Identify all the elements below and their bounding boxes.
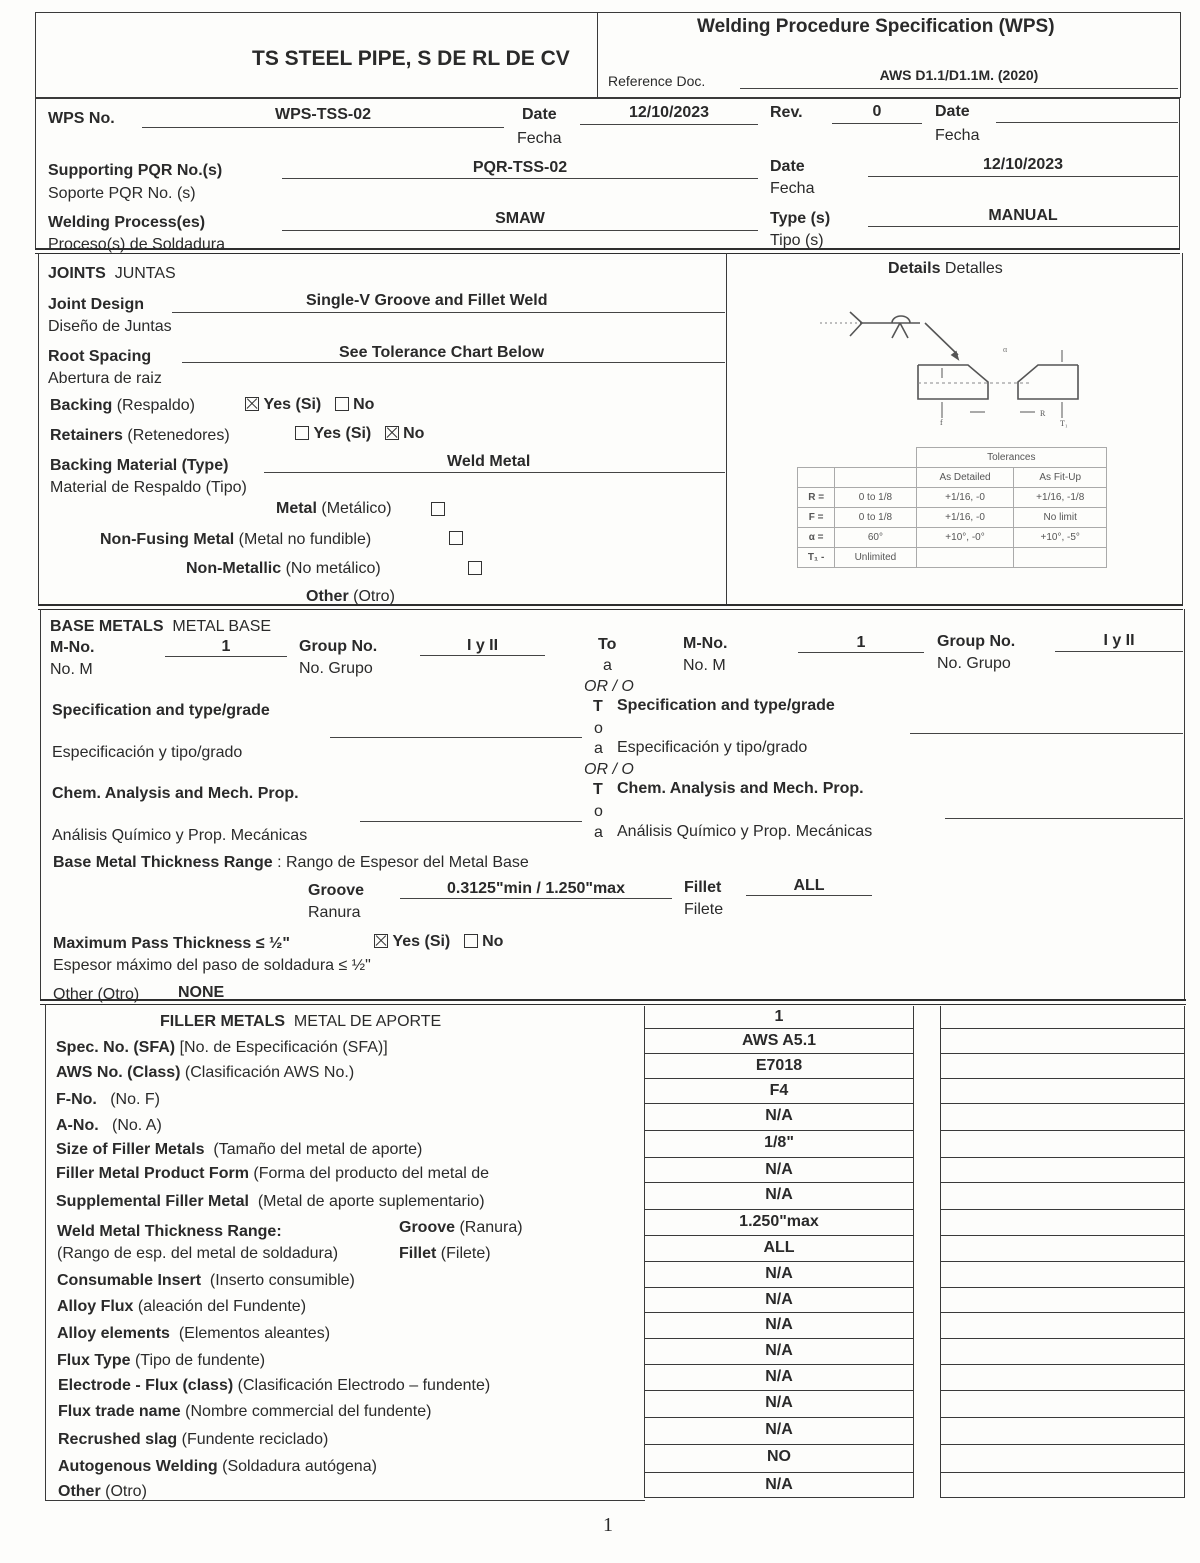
filler-label-en: Spec. No. (SFA) bbox=[56, 1039, 176, 1056]
filler-label bbox=[56, 1117, 162, 1135]
filler-label-en: Filler Metal Product Form bbox=[56, 1165, 249, 1182]
tol-nominal: 0 to 1/8 bbox=[835, 488, 916, 508]
weld-thickness-groove bbox=[399, 1219, 523, 1237]
nonmetallic-label-es: (No metálico) bbox=[285, 560, 381, 577]
to-label: To bbox=[598, 636, 617, 653]
type-underline bbox=[868, 226, 1178, 227]
filler-value[interactable]: AWS A5.1 bbox=[644, 1029, 914, 1054]
joints-bottom-rule bbox=[38, 604, 1183, 610]
rev-date-label: Date bbox=[935, 103, 970, 120]
group2-value[interactable]: I y II bbox=[1103, 632, 1135, 649]
tol-sym: T₁ - bbox=[798, 548, 835, 568]
metal-checkbox[interactable] bbox=[431, 502, 445, 516]
chem2-label-es: Análisis Químico y Prop. Mecánicas bbox=[617, 823, 873, 840]
filler-label bbox=[56, 1165, 489, 1183]
backing-label-es: (Respaldo) bbox=[116, 397, 195, 414]
chem-underline bbox=[360, 821, 582, 822]
o-letter-2: o bbox=[594, 803, 603, 820]
filler-value[interactable]: 1/8" bbox=[644, 1131, 914, 1158]
ident-bottom-rule bbox=[35, 248, 1180, 254]
svg-text:T₁: T₁ bbox=[1060, 419, 1068, 428]
backing-yes-checkbox[interactable] bbox=[245, 397, 259, 411]
thickness-label: Base Metal Thickness Range bbox=[53, 854, 273, 871]
retainers-no-checkbox[interactable] bbox=[385, 426, 399, 440]
wps-no-label: WPS No. bbox=[48, 110, 115, 127]
backing-no-checkbox[interactable] bbox=[335, 397, 349, 411]
filler-value[interactable]: 1.250"max bbox=[644, 1210, 914, 1236]
details-heading-en: Details bbox=[888, 260, 941, 277]
pqr-date-label: Date bbox=[770, 158, 805, 175]
filler-label-es: (Clasificación Electrodo – fundente) bbox=[237, 1377, 491, 1394]
fillet-label: Fillet bbox=[684, 879, 722, 896]
filler-label bbox=[58, 1458, 377, 1476]
group2-label-es: No. Grupo bbox=[937, 655, 1011, 672]
other-backing-label: Other bbox=[306, 588, 349, 605]
backing-row bbox=[50, 397, 195, 415]
max-pass-yes-label: Yes (Si) bbox=[392, 933, 451, 950]
backing-material-underline bbox=[264, 472, 725, 473]
filler-label-es: (Nombre commercial del fundente) bbox=[185, 1403, 432, 1420]
filler-label bbox=[57, 1325, 330, 1343]
retainers-yes-label: Yes (Si) bbox=[313, 425, 372, 442]
filler-col2-cell[interactable] bbox=[940, 1365, 1185, 1391]
joints-details-divider bbox=[726, 253, 727, 605]
filler-label-en: Autogenous Welding bbox=[58, 1458, 218, 1475]
joints-heading-es: JUNTAS bbox=[114, 265, 176, 282]
chem2-underline bbox=[945, 818, 1183, 819]
filler-col2-cell[interactable] bbox=[940, 1236, 1185, 1262]
pqr-underline bbox=[282, 178, 758, 179]
mno2-underline bbox=[798, 652, 924, 653]
filler-label bbox=[56, 1064, 354, 1082]
mno2-value[interactable]: 1 bbox=[856, 634, 866, 651]
backing-yes-label: Yes (Si) bbox=[263, 396, 322, 413]
joints-left-border bbox=[38, 253, 39, 605]
filler-label bbox=[57, 1298, 306, 1316]
filler-heading-es: METAL DE APORTE bbox=[293, 1013, 442, 1030]
chem-label-es: Análisis Químico y Prop. Mecánicas bbox=[52, 827, 308, 844]
rev-label: Rev. bbox=[770, 104, 803, 121]
retainers-options bbox=[295, 425, 424, 443]
filler-col2-cell[interactable] bbox=[940, 1079, 1185, 1104]
joint-design-underline bbox=[172, 312, 725, 313]
fillet-label-es: Filete bbox=[684, 901, 724, 918]
retainers-label-es: (Retenedores) bbox=[127, 427, 230, 444]
filler-label-en: Flux Type bbox=[57, 1352, 131, 1369]
tol-detailed: +1/16, -0 bbox=[916, 508, 1014, 528]
filler-heading bbox=[160, 1013, 441, 1031]
wps-no-underline bbox=[142, 127, 504, 128]
nonmetallic-checkbox[interactable] bbox=[468, 561, 482, 575]
filler-label-es: (aleación del Fundente) bbox=[137, 1298, 307, 1315]
company-name: TS STEEL PIPE, S DE RL DE CV bbox=[252, 47, 570, 70]
group-label: Group No. bbox=[299, 638, 378, 655]
reference-doc-label: Reference Doc. bbox=[608, 73, 706, 89]
filler-col2-cell[interactable] bbox=[940, 1445, 1185, 1473]
base-left-border bbox=[40, 609, 41, 1001]
filler-col2-cell[interactable] bbox=[940, 1183, 1185, 1210]
filler-col2-header bbox=[940, 1006, 1185, 1029]
filler-label-es: (Tipo de fundente) bbox=[134, 1352, 266, 1369]
filler-label-en: AWS No. (Class) bbox=[56, 1064, 181, 1081]
reference-doc-value[interactable]: AWS D1.1/D1.1M. (2020) bbox=[879, 67, 1039, 83]
base-right-border bbox=[1184, 609, 1185, 1001]
filler-value[interactable]: N/A bbox=[644, 1158, 914, 1183]
group-underline bbox=[420, 655, 545, 656]
mno-value[interactable]: 1 bbox=[221, 638, 231, 655]
filler-heading-en: FILLER METALS bbox=[160, 1013, 286, 1030]
mno-label: M-No. bbox=[50, 639, 95, 656]
nonfusing-label-es: (Metal no fundible) bbox=[238, 531, 372, 548]
fillet-value[interactable]: ALL bbox=[793, 877, 825, 894]
filler-value[interactable]: N/A bbox=[644, 1339, 914, 1365]
type-value[interactable]: MANUAL bbox=[988, 207, 1058, 224]
thickness-heading bbox=[53, 854, 529, 872]
filler-col2-cell[interactable] bbox=[940, 1131, 1185, 1158]
svg-text:f: f bbox=[940, 418, 943, 427]
backing-material-label-es: Material de Respaldo (Tipo) bbox=[50, 479, 247, 496]
filler-label-en: Other bbox=[58, 1483, 101, 1500]
max-pass-no-checkbox[interactable] bbox=[464, 934, 478, 948]
tol-detailed: +10°, -0° bbox=[916, 528, 1014, 548]
tol-sym: F = bbox=[798, 508, 835, 528]
filler-value[interactable]: N/A bbox=[644, 1313, 914, 1339]
a-letter-2: a bbox=[594, 824, 603, 841]
filler-label bbox=[58, 1377, 490, 1395]
filler-col2-cell[interactable] bbox=[940, 1288, 1185, 1313]
tol-detailed: +1/16, -0 bbox=[916, 488, 1014, 508]
backing-material-label: Backing Material (Type) bbox=[50, 457, 229, 474]
o-letter-1: o bbox=[594, 720, 603, 737]
retainers-label: Retainers bbox=[50, 427, 123, 444]
tol-sym: α = bbox=[798, 528, 835, 548]
chem2-label: Chem. Analysis and Mech. Prop. bbox=[617, 780, 864, 797]
root-spacing-value[interactable]: See Tolerance Chart Below bbox=[339, 344, 545, 361]
filler-label-en: Consumable Insert bbox=[57, 1272, 202, 1289]
fecha-label: Fecha bbox=[517, 130, 562, 147]
filler-value[interactable]: N/A bbox=[644, 1473, 914, 1498]
max-pass-label-es: Espesor máximo del paso de soldadura ≤ ½" bbox=[53, 957, 371, 974]
groove-underline bbox=[400, 898, 672, 899]
tol-fitup: +1/16, -1/8 bbox=[1014, 488, 1107, 508]
filler-label bbox=[56, 1193, 485, 1211]
date-value[interactable]: 12/10/2023 bbox=[628, 104, 710, 121]
spec2-label: Specification and type/grade bbox=[617, 697, 835, 714]
group-value[interactable]: I y II bbox=[466, 637, 499, 654]
type-label-es: Tipo (s) bbox=[770, 232, 824, 249]
backing-label: Backing bbox=[50, 397, 113, 414]
t-letter-1: T bbox=[593, 698, 603, 715]
filler-label-en: Size of Filler Metals bbox=[56, 1141, 205, 1158]
filler-col2-cell[interactable] bbox=[940, 1054, 1185, 1079]
group2-underline bbox=[1055, 651, 1183, 652]
filler-label-es: (No. F) bbox=[110, 1091, 160, 1108]
filler-value[interactable]: N/A bbox=[644, 1365, 914, 1391]
filler-value[interactable]: F4 bbox=[644, 1079, 914, 1104]
filler-label-es: (Elementos aleantes) bbox=[178, 1325, 331, 1342]
root-spacing-underline bbox=[182, 362, 725, 363]
spec2-underline bbox=[910, 733, 1183, 734]
tol-detailed bbox=[916, 548, 1014, 568]
a-letter-1: a bbox=[594, 740, 603, 757]
process-underline bbox=[282, 230, 758, 231]
details-heading bbox=[888, 260, 1003, 278]
base-heading-en: BASE METALS bbox=[50, 618, 164, 635]
t-letter-2: T bbox=[593, 781, 603, 798]
rev-fecha-label: Fecha bbox=[935, 127, 980, 144]
retainers-no-label: No bbox=[403, 425, 425, 442]
filler-value[interactable]: NO bbox=[644, 1445, 914, 1473]
header-bottom-rule bbox=[35, 98, 1180, 99]
retainers-row bbox=[50, 427, 230, 445]
filler-col2-cell[interactable] bbox=[940, 1339, 1185, 1365]
filler-col2-cell[interactable] bbox=[940, 1313, 1185, 1339]
pqr-label: Supporting PQR No.(s) bbox=[48, 162, 223, 179]
tol-fitup bbox=[1014, 548, 1107, 568]
pqr-label-es: Soporte PQR No. (s) bbox=[48, 185, 196, 202]
process-label-es: Proceso(s) de Soldadura bbox=[48, 236, 225, 253]
metal-label: Metal bbox=[276, 500, 317, 517]
root-spacing-label: Root Spacing bbox=[48, 348, 152, 365]
base-metals-heading bbox=[50, 618, 271, 636]
base-other-value[interactable]: NONE bbox=[178, 984, 225, 1001]
groove-value[interactable]: 0.3125"min / 1.250"max bbox=[447, 880, 625, 897]
tol-nominal: 0 to 1/8 bbox=[835, 508, 916, 528]
process-value[interactable]: SMAW bbox=[495, 210, 545, 227]
backing-no-label: No bbox=[353, 396, 375, 413]
filler-label-es: (No. A) bbox=[112, 1117, 162, 1134]
document-title: Welding Procedure Specification (WPS) bbox=[697, 16, 1055, 37]
nonmetallic-label: Non-Metallic bbox=[186, 560, 282, 577]
filler-label-en: F-No. bbox=[56, 1091, 97, 1108]
pqr-date-underline bbox=[868, 176, 1178, 177]
nonfusing-checkbox[interactable] bbox=[449, 531, 463, 545]
fillet-sub-label: Fillet bbox=[399, 1245, 437, 1262]
filler-col2-cell[interactable] bbox=[940, 1029, 1185, 1054]
weld-thickness-fillet bbox=[399, 1245, 491, 1263]
tol-fitup: No limit bbox=[1014, 508, 1107, 528]
filler-left-border bbox=[45, 1004, 46, 1500]
mno-label-es: No. M bbox=[50, 661, 93, 678]
ident-left-border bbox=[35, 98, 36, 248]
max-pass-yes-checkbox[interactable] bbox=[374, 934, 388, 948]
filler-value[interactable]: N/A bbox=[644, 1183, 914, 1210]
spec-label-es: Especificación y tipo/grado bbox=[52, 744, 243, 761]
group2-label: Group No. bbox=[937, 633, 1016, 650]
other-backing-label-es: (Otro) bbox=[353, 588, 395, 605]
filler-value[interactable]: E7018 bbox=[644, 1054, 914, 1079]
filler-col2-cell[interactable] bbox=[940, 1210, 1185, 1236]
spec2-label-es: Especificación y tipo/grado bbox=[617, 739, 808, 756]
rev-underline bbox=[832, 123, 922, 124]
to-label-es: a bbox=[603, 657, 612, 674]
filler-label-es: (Clasificación AWS No.) bbox=[184, 1064, 355, 1081]
tolerance-row bbox=[798, 548, 1107, 568]
mno2-label-es: No. M bbox=[683, 657, 726, 674]
tolerance-table bbox=[797, 447, 1107, 568]
filler-value[interactable]: N/A bbox=[644, 1391, 914, 1418]
groove-sub-label-es: (Ranura) bbox=[459, 1219, 523, 1236]
filler-col2-cell[interactable] bbox=[940, 1418, 1185, 1445]
filler-col2-cell[interactable] bbox=[940, 1104, 1185, 1131]
filler-label bbox=[56, 1091, 160, 1109]
process-label: Welding Process(es) bbox=[48, 214, 206, 231]
nonfusing-label: Non-Fusing Metal bbox=[100, 531, 235, 548]
svg-text:R: R bbox=[1040, 409, 1046, 418]
root-spacing-label-es: Abertura de raiz bbox=[48, 370, 162, 387]
groove-sub-label: Groove bbox=[399, 1219, 456, 1236]
filler-label-en: Recrushed slag bbox=[58, 1431, 178, 1448]
date-label: Date bbox=[522, 106, 557, 123]
reference-doc-underline bbox=[740, 88, 1178, 89]
metal-label-es: (Metálico) bbox=[321, 500, 392, 517]
filler-col1-header: 1 bbox=[644, 1006, 914, 1029]
backing-material-value[interactable]: Weld Metal bbox=[447, 453, 531, 470]
filler-col2-cell[interactable] bbox=[940, 1473, 1185, 1498]
svg-text:α: α bbox=[1003, 345, 1008, 354]
filler-label bbox=[58, 1403, 431, 1421]
rev-value[interactable]: 0 bbox=[872, 103, 882, 120]
tol-sym: R = bbox=[798, 488, 835, 508]
pqr-date-value[interactable]: 12/10/2023 bbox=[982, 156, 1064, 173]
header-divider bbox=[597, 12, 598, 98]
details-heading-es: Detalles bbox=[944, 260, 1003, 277]
col-as-detailed: As Detailed bbox=[916, 468, 1014, 488]
base-heading-es: METAL BASE bbox=[172, 618, 272, 635]
fillet-sub-label-es: (Filete) bbox=[440, 1245, 491, 1262]
filler-label-es: (Metal de aporte suplementario) bbox=[257, 1193, 485, 1210]
base-bottom-rule bbox=[40, 999, 1186, 1005]
tolerance-row bbox=[798, 508, 1107, 528]
pqr-value[interactable]: PQR-TSS-02 bbox=[472, 159, 568, 176]
or-label-1: OR / O bbox=[584, 678, 634, 695]
groove-label-es: Ranura bbox=[308, 904, 361, 921]
filler-label-es: [No. de Especificación (SFA)] bbox=[179, 1039, 388, 1056]
tolerances-title: Tolerances bbox=[916, 448, 1106, 468]
thickness-label-es: : Rango de Espesor del Metal Base bbox=[277, 854, 529, 871]
filler-label-es: (Inserto consumible) bbox=[209, 1272, 355, 1289]
filler-value[interactable]: ALL bbox=[644, 1236, 914, 1262]
joint-diagram-icon bbox=[800, 310, 1100, 430]
filler-label-en: Alloy Flux bbox=[57, 1298, 134, 1315]
filler-label bbox=[58, 1431, 328, 1449]
joint-design-value[interactable]: Single-V Groove and Fillet Weld bbox=[306, 292, 548, 309]
filler-col2-cell[interactable] bbox=[940, 1262, 1185, 1288]
chem-label: Chem. Analysis and Mech. Prop. bbox=[52, 785, 299, 802]
tol-fitup: +10°, -5° bbox=[1014, 528, 1107, 548]
filler-label-es: (Forma del producto del metal de bbox=[253, 1165, 490, 1182]
tol-nominal: Unlimited bbox=[835, 548, 916, 568]
weld-thickness-label-es: (Rango de esp. del metal de soldadura) bbox=[57, 1245, 339, 1262]
filler-label bbox=[56, 1141, 422, 1159]
tol-nominal: 60° bbox=[835, 528, 916, 548]
filler-label bbox=[58, 1483, 147, 1501]
filler-label bbox=[57, 1352, 265, 1370]
tolerance-row bbox=[798, 488, 1107, 508]
backing-options bbox=[245, 396, 374, 414]
details-right-border bbox=[1182, 253, 1183, 605]
joint-design-label-es: Diseño de Juntas bbox=[48, 318, 172, 335]
filler-value[interactable]: N/A bbox=[644, 1288, 914, 1313]
joints-heading bbox=[48, 265, 176, 283]
max-pass-no-label: No bbox=[482, 933, 504, 950]
filler-col2-cell[interactable] bbox=[940, 1391, 1185, 1418]
ident-right-border bbox=[1179, 98, 1180, 248]
col-as-fitup: As Fit-Up bbox=[1014, 468, 1107, 488]
spec-label: Specification and type/grade bbox=[52, 702, 270, 719]
filler-label-en: A-No. bbox=[56, 1117, 99, 1134]
filler-label-es: (Soldadura autógena) bbox=[222, 1458, 377, 1475]
group-label-es: No. Grupo bbox=[299, 660, 373, 677]
type-label: Type (s) bbox=[770, 210, 831, 227]
metal-option bbox=[276, 500, 392, 518]
weld-thickness-label: Weld Metal Thickness Range: bbox=[57, 1223, 282, 1240]
rev-date-underline bbox=[996, 122, 1178, 123]
page-number: 1 bbox=[603, 1514, 613, 1536]
filler-label-es: (Tamaño del metal de aporte) bbox=[213, 1141, 423, 1158]
base-other-label: Other (Otro) bbox=[53, 986, 140, 1003]
filler-value[interactable]: N/A bbox=[644, 1418, 914, 1445]
filler-label-en: Supplemental Filler Metal bbox=[56, 1193, 249, 1210]
fillet-underline bbox=[746, 895, 872, 896]
pqr-fecha-label: Fecha bbox=[770, 180, 815, 197]
joint-design-label: Joint Design bbox=[48, 296, 145, 313]
filler-value[interactable]: N/A bbox=[644, 1262, 914, 1288]
date-underline bbox=[580, 124, 758, 125]
mno-underline bbox=[165, 656, 287, 657]
max-pass-label: Maximum Pass Thickness ≤ ½" bbox=[53, 935, 290, 952]
wps-no-value[interactable]: WPS-TSS-02 bbox=[274, 106, 371, 123]
filler-label-es: (Otro) bbox=[105, 1483, 147, 1500]
tolerance-row bbox=[798, 528, 1107, 548]
nonmetallic-option bbox=[186, 560, 381, 578]
filler-label-en: Alloy elements bbox=[57, 1325, 170, 1342]
filler-label-en: Flux trade name bbox=[58, 1403, 181, 1420]
filler-label bbox=[57, 1272, 355, 1290]
nonfusing-option bbox=[100, 531, 371, 549]
retainers-yes-checkbox[interactable] bbox=[295, 426, 309, 440]
groove-label: Groove bbox=[308, 882, 365, 899]
filler-label bbox=[56, 1039, 388, 1057]
joints-heading-en: JOINTS bbox=[48, 265, 106, 282]
or-label-2: OR / O bbox=[584, 761, 634, 778]
filler-value[interactable]: N/A bbox=[644, 1104, 914, 1131]
filler-col2-cell[interactable] bbox=[940, 1158, 1185, 1183]
filler-label-en: Electrode - Flux (class) bbox=[58, 1377, 234, 1394]
filler-label-es: (Fundente reciclado) bbox=[181, 1431, 329, 1448]
max-pass-options bbox=[374, 933, 503, 951]
spec-underline bbox=[330, 737, 582, 738]
mno2-label: M-No. bbox=[683, 635, 728, 652]
